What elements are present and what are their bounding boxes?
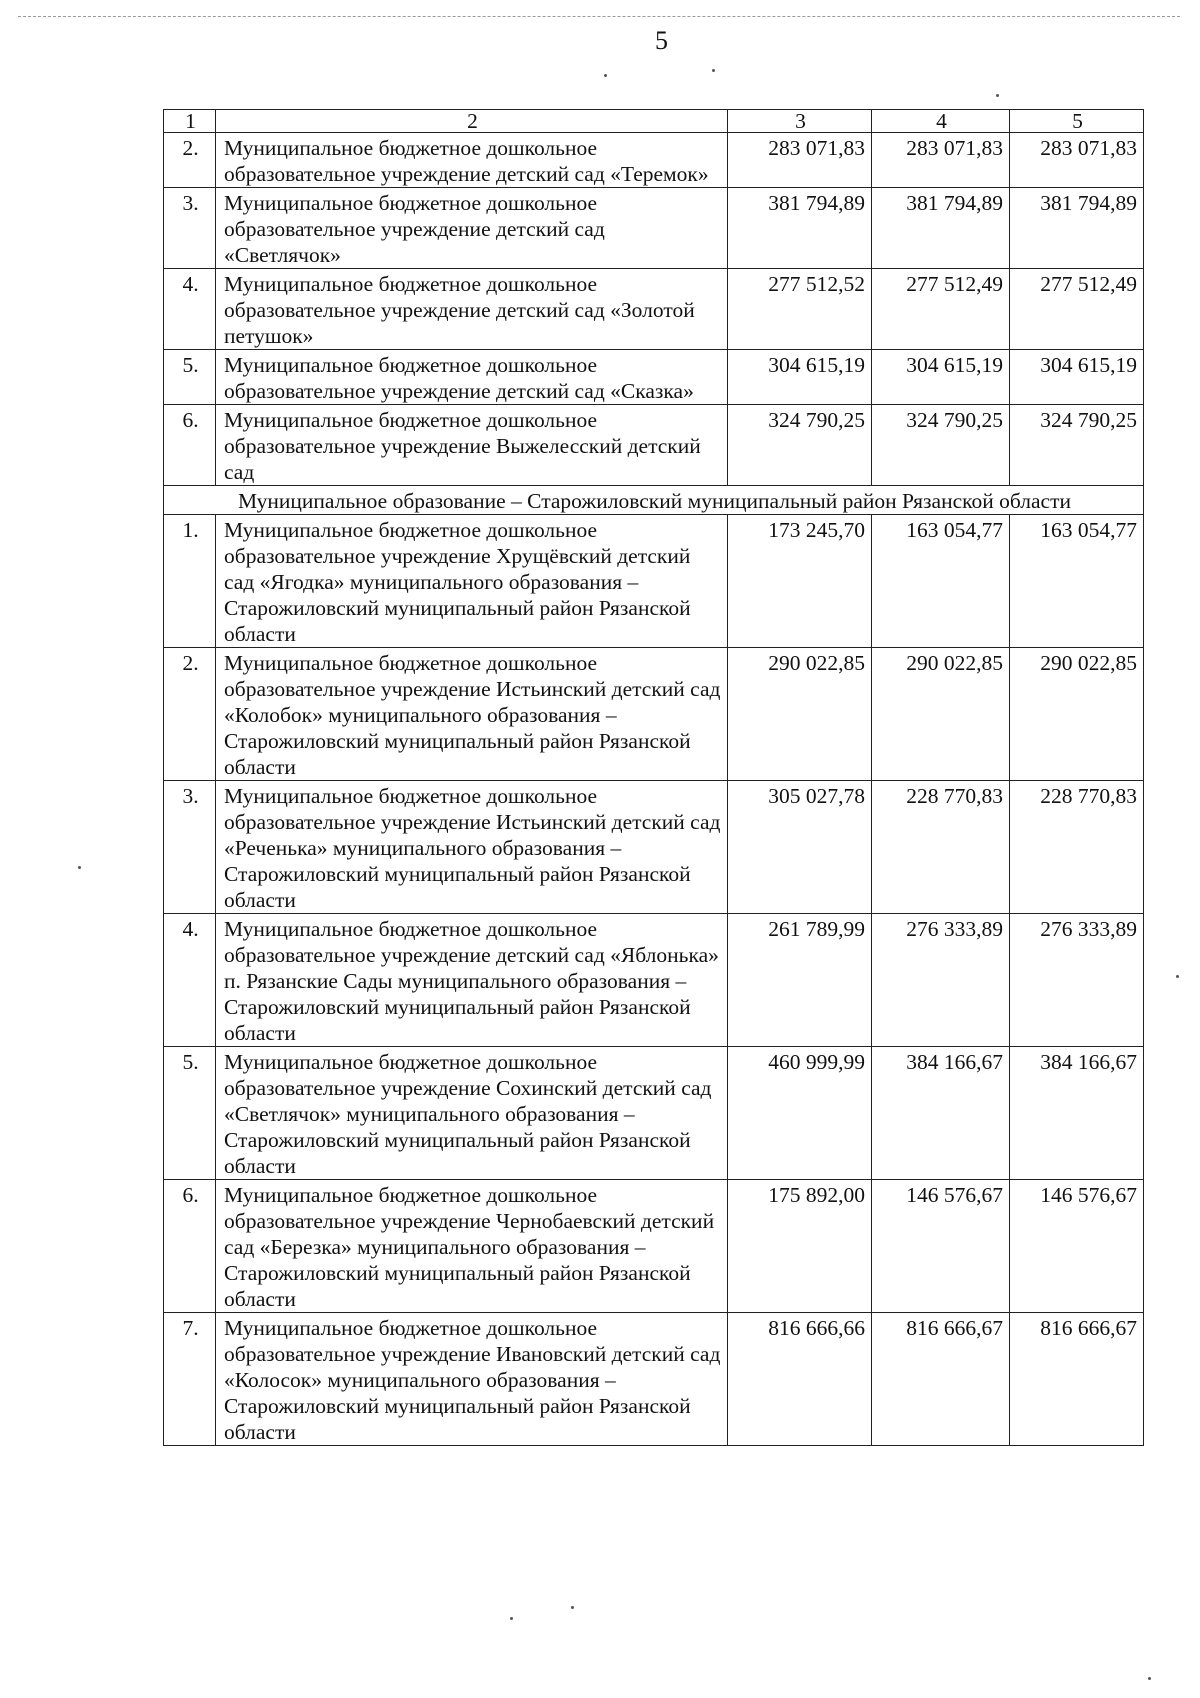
row-number: 3. (164, 781, 216, 914)
amount-col-4: 381 794,89 (872, 188, 1010, 269)
table-row (164, 1047, 1144, 1180)
header-row (164, 110, 1144, 133)
amount-col-5: 381 794,89 (1010, 188, 1144, 269)
table-row (164, 914, 1144, 1047)
amount-col-5: 283 071,83 (1010, 133, 1144, 188)
row-number: 6. (164, 405, 216, 486)
amount-col-4: 228 770,83 (872, 781, 1010, 914)
amount-col-4: 384 166,67 (872, 1047, 1010, 1180)
institution-name: Муниципальное бюджетное дошкольное образовательное учреждение Истьинский детский сад «Колобок» муниципального образования – Старожиловский муниципальный район Рязанской области (216, 648, 728, 781)
amount-col-3: 173 245,70 (728, 515, 872, 648)
section-title: Муниципальное образование – Старожиловский муниципальный район Рязанской области (164, 486, 1144, 515)
row-number: 3. (164, 188, 216, 269)
page-number: 5 (655, 26, 668, 55)
amount-col-4: 146 576,67 (872, 1180, 1010, 1313)
row-number: 5. (164, 350, 216, 405)
table-row (164, 269, 1144, 350)
institution-name: Муниципальное бюджетное дошкольное образовательное учреждение Сохинский детский сад «Светлячок» муниципального образования – Старожиловский муниципальный район Рязанской области (216, 1047, 728, 1180)
amount-col-4: 304 615,19 (872, 350, 1010, 405)
row-number: 6. (164, 1180, 216, 1313)
institution-name: Муниципальное бюджетное дошкольное образовательное учреждение Хрущёвский детский сад «Ягодка» муниципального образования – Старожиловский муниципальный район Рязанской области (216, 515, 728, 648)
amount-col-3: 816 666,66 (728, 1313, 872, 1446)
table-row (164, 188, 1144, 269)
amount-col-3: 324 790,25 (728, 405, 872, 486)
header-col-3: 3 (728, 110, 872, 133)
scan-speck (78, 866, 81, 869)
institution-name: Муниципальное бюджетное дошкольное образовательное учреждение Чернобаевский детский сад «Березка» муниципального образования – Старожиловский муниципальный район Рязанской области (216, 1180, 728, 1313)
row-number: 2. (164, 133, 216, 188)
institution-name: Муниципальное бюджетное дошкольное образовательное учреждение детский сад «Сказка» (216, 350, 728, 405)
table-row (164, 1180, 1144, 1313)
budget-table (163, 109, 1144, 1446)
amount-col-3: 283 071,83 (728, 133, 872, 188)
amount-col-5: 228 770,83 (1010, 781, 1144, 914)
amount-col-3: 175 892,00 (728, 1180, 872, 1313)
institution-name: Муниципальное бюджетное дошкольное образовательное учреждение Истьинский детский сад «Реченька» муниципального образования – Старожиловский муниципальный район Рязанской области (216, 781, 728, 914)
amount-col-5: 324 790,25 (1010, 405, 1144, 486)
amount-col-4: 277 512,49 (872, 269, 1010, 350)
amount-col-3: 290 022,85 (728, 648, 872, 781)
header-col-2: 2 (216, 110, 728, 133)
table-row (164, 133, 1144, 188)
amount-col-5: 290 022,85 (1010, 648, 1144, 781)
table-row (164, 350, 1144, 405)
institution-name: Муниципальное бюджетное дошкольное образовательное учреждение детский сад «Яблонька» п. Рязанские Сады муниципального образования – Старожиловский муниципальный район Рязанской области (216, 914, 728, 1047)
amount-col-4: 276 333,89 (872, 914, 1010, 1047)
amount-col-4: 290 022,85 (872, 648, 1010, 781)
row-number: 1. (164, 515, 216, 648)
amount-col-5: 277 512,49 (1010, 269, 1144, 350)
scan-speck (712, 69, 715, 72)
amount-col-4: 816 666,67 (872, 1313, 1010, 1446)
amount-col-4: 283 071,83 (872, 133, 1010, 188)
amount-col-3: 261 789,99 (728, 914, 872, 1047)
scan-speck (1176, 975, 1179, 978)
amount-col-5: 384 166,67 (1010, 1047, 1144, 1180)
amount-col-5: 163 054,77 (1010, 515, 1144, 648)
header-col-5: 5 (1010, 110, 1144, 133)
amount-col-3: 304 615,19 (728, 350, 872, 405)
table-row (164, 405, 1144, 486)
amount-col-5: 146 576,67 (1010, 1180, 1144, 1313)
row-number: 5. (164, 1047, 216, 1180)
row-number: 4. (164, 914, 216, 1047)
amount-col-3: 277 512,52 (728, 269, 872, 350)
scan-speck (996, 94, 999, 97)
table-row (164, 781, 1144, 914)
scan-speck (604, 74, 607, 77)
scan-speck (510, 1617, 513, 1620)
section-row (164, 486, 1144, 515)
header-col-1: 1 (164, 110, 216, 133)
amount-col-3: 460 999,99 (728, 1047, 872, 1180)
institution-name: Муниципальное бюджетное дошкольное образовательное учреждение детский сад «Теремок» (216, 133, 728, 188)
institution-name: Муниципальное бюджетное дошкольное образовательное учреждение детский сад «Светлячок» (216, 188, 728, 269)
institution-name: Муниципальное бюджетное дошкольное образовательное учреждение Ивановский детский сад «Колосок» муниципального образования – Старожиловский муниципальный район Рязанской области (216, 1313, 728, 1446)
scan-top-edge-line (18, 16, 1180, 17)
row-number: 4. (164, 269, 216, 350)
amount-col-3: 305 027,78 (728, 781, 872, 914)
table-row (164, 1313, 1144, 1446)
table-row (164, 648, 1144, 781)
amount-col-3: 381 794,89 (728, 188, 872, 269)
row-number: 7. (164, 1313, 216, 1446)
scan-speck (571, 1606, 574, 1609)
institution-name: Муниципальное бюджетное дошкольное образовательное учреждение Выжелесский детский сад (216, 405, 728, 486)
table-row (164, 515, 1144, 648)
amount-col-4: 324 790,25 (872, 405, 1010, 486)
institution-name: Муниципальное бюджетное дошкольное образовательное учреждение детский сад «Золотой петушок» (216, 269, 728, 350)
amount-col-5: 304 615,19 (1010, 350, 1144, 405)
scan-speck (1148, 1677, 1151, 1680)
amount-col-5: 816 666,67 (1010, 1313, 1144, 1446)
row-number: 2. (164, 648, 216, 781)
amount-col-4: 163 054,77 (872, 515, 1010, 648)
header-col-4: 4 (872, 110, 1010, 133)
amount-col-5: 276 333,89 (1010, 914, 1144, 1047)
